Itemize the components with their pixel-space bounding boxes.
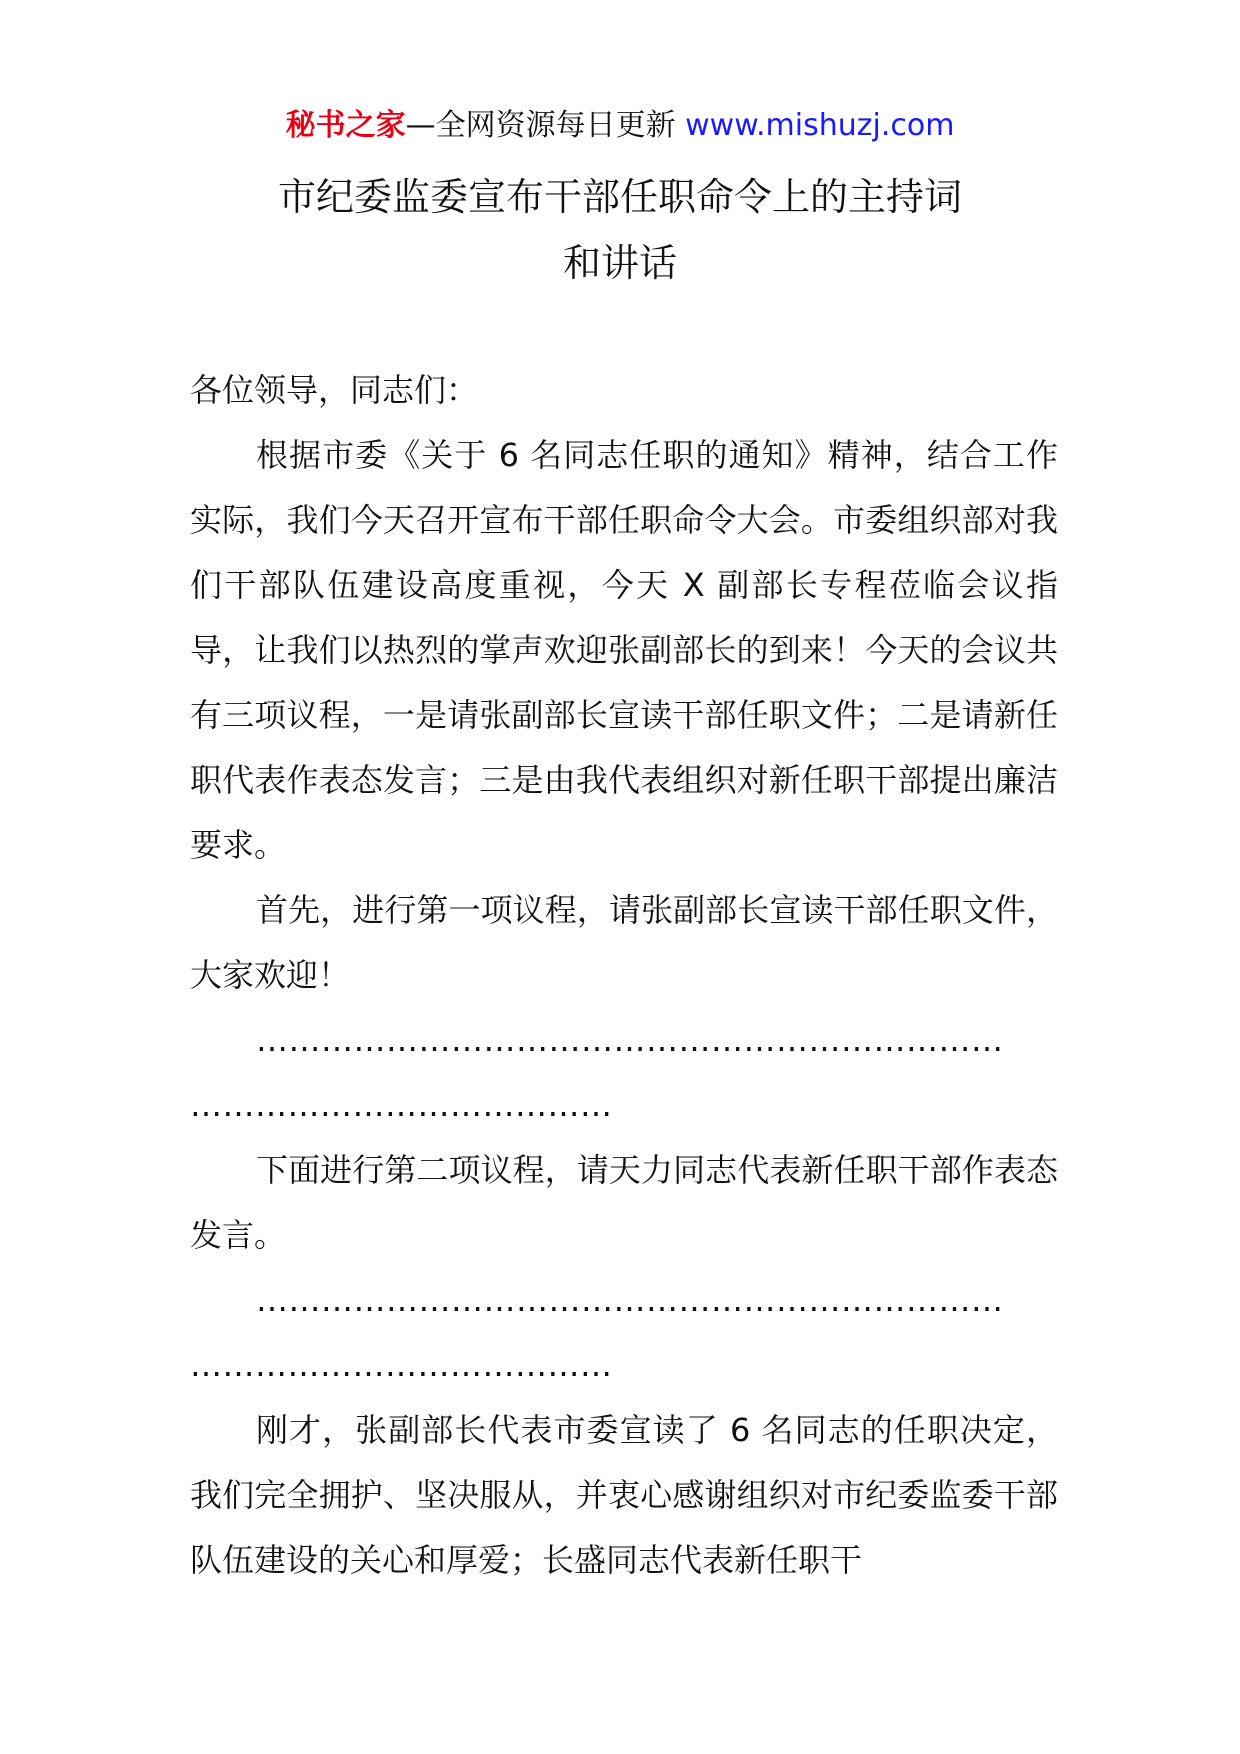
ellipsis-line: …………………………………………………………… bbox=[256, 1021, 1004, 1059]
ellipsis-line: ………………………………… bbox=[190, 1086, 613, 1124]
paragraph-opening: 根据市委《关于 6 名同志任职的通知》精神，结合工作实际，我们今天召开宣布干部任职命令大会。市委组织部对我们干部队伍建设高度重视，今天 X 副部长专程莅临会议指导，让我们以热烈的掌声欢迎张副部长的到来！今天的会议共有三项议程，一是请张副部长宣读干部任职文件；二是请新任职代表作表态发言；三是由我代表组织对新任职干部提出廉洁要求。 bbox=[190, 436, 1058, 864]
site-banner bbox=[0, 104, 1240, 148]
salutation: 各位领导，同志们： bbox=[190, 371, 479, 409]
title-line-1: 市纪委监委宣布干部任职命令上的主持词 bbox=[277, 175, 962, 219]
document-body bbox=[190, 358, 1058, 1593]
ellipsis-line: ………………………………… bbox=[190, 1346, 613, 1384]
document-title bbox=[0, 164, 1240, 296]
ellipsis-line: …………………………………………………………… bbox=[256, 1281, 1004, 1319]
paragraph-agenda-one: 首先，进行第一项议程，请张副部长宣读干部任职文件，大家欢迎！ bbox=[190, 891, 1058, 994]
banner-url-link[interactable]: www.mishuzj.com bbox=[685, 108, 955, 143]
paragraph-remarks: 刚才，张副部长代表市委宣读了 6 名同志的任职决定，我们完全拥护、坚决服从，并衷心感谢组织对市纪委监委干部队伍建设的关心和厚爱；长盛同志代表新任职干 bbox=[190, 1411, 1058, 1579]
title-line-2: 和讲话 bbox=[562, 241, 677, 285]
banner-slogan: —全网资源每日更新 bbox=[405, 108, 686, 143]
paragraph-agenda-two: 下面进行第二项议程，请天力同志代表新任职干部作表态发言。 bbox=[190, 1151, 1058, 1254]
banner-brand: 秘书之家 bbox=[285, 108, 406, 143]
